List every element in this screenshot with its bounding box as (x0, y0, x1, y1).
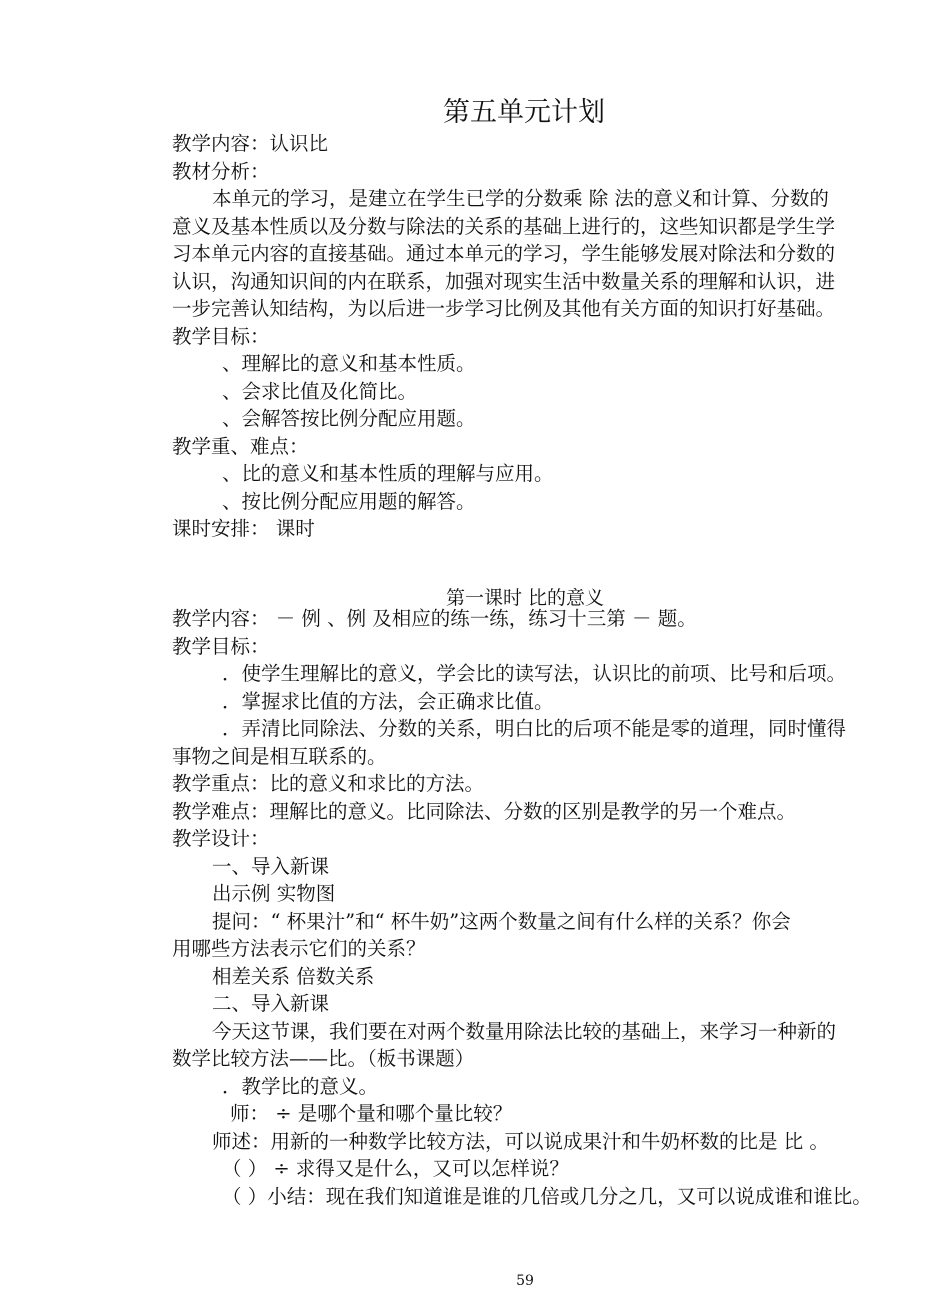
key-points-heading: 教学重、难点： (172, 434, 309, 458)
lesson-title: 第一课时 比的意义 (445, 587, 605, 609)
section-heading: 一、导入新课 (212, 854, 330, 878)
design-line: 数学比较方法——比。（板书课题） (172, 1047, 475, 1070)
teaching-content-line: 教学内容：认识比 (172, 132, 329, 155)
goal-item: 、会求比值及化简比。 (222, 379, 418, 403)
goal-item: 、会解答按比例分配应用题。 (222, 407, 476, 430)
key-point-item: 、按比例分配应用题的解答。 (222, 489, 476, 513)
design-line: 师述：用新的一种数学比较方法，可以说成果汁和牛奶杯数的比是 比 。 (212, 1129, 829, 1153)
lesson-goal-item: ．使学生理解比的意义，学会比的读写法，认识比的前项、比号和后项。 (222, 662, 847, 685)
goal-item: 、理解比的意义和基本性质。 (222, 352, 476, 375)
lesson-goals-heading: 教学目标： (172, 634, 270, 658)
design-line: 今天这节课，我们要在对两个数量用除法比较的基础上，来学习一种新的 (212, 1019, 837, 1043)
paragraph-line: 习本单元内容的直接基础。通过本单元的学习，学生能够发展对除法和分数的 (172, 242, 836, 265)
lesson-design-heading: 教学设计： (172, 827, 270, 850)
design-line: ．教学比的意义。 (222, 1074, 379, 1098)
goals-heading: 教学目标： (172, 324, 270, 348)
unit-plan-body (172, 130, 884, 543)
lesson-body (172, 605, 884, 1210)
design-line: （ ） ÷ 求得又是什么，又可以怎样说？ (222, 1157, 569, 1180)
design-line: 提问：“ 杯果汁”和“ 杯牛奶”这两个数量之间有什么样的关系？你会 (212, 909, 791, 933)
design-line: （ ）小结：现在我们知道谁是谁的几倍或几分之几，又可以说成谁和谁比。 (222, 1184, 872, 1208)
lesson-content-line: 教学内容： － 例 、例 及相应的练一练，练习十三第 － 题。 (172, 607, 697, 630)
paragraph-line: 认识，沟通知识间的内在联系，加强对现实生活中数量关系的理解和认识，进 (172, 269, 836, 293)
paragraph-line: 意义及基本性质以及分数与除法的关系的基础上进行的，这些知识都是学生学 (172, 214, 836, 238)
lesson-goal-item: ．弄清比同除法、分数的关系，明白比的后项不能是零的道理，同时懂得 (222, 717, 847, 740)
design-line: 用哪些方法表示它们的关系？ (172, 937, 426, 960)
design-line: 出示例 实物图 (212, 882, 336, 905)
page-number: 59 (516, 1273, 534, 1289)
lesson-key-point: 教学重点：比的意义和求比的方法。 (172, 772, 485, 795)
design-line: 相差关系 倍数关系 (212, 964, 375, 988)
lesson-goal-item: ．掌握求比值的方法，会正确求比值。 (222, 689, 554, 713)
paragraph-line: 本单元的学习，是建立在学生已学的分数乘 除 法的意义和计算、分数的 (212, 187, 829, 210)
schedule-line: 课时安排： 课时 (172, 517, 315, 540)
lesson-difficulty: 教学难点：理解比的意义。比同除法、分数的区别是教学的另一个难点。 (172, 799, 797, 823)
lesson-goal-continuation: 事物之间是相互联系的。 (172, 744, 387, 768)
section-heading: 二、导入新课 (212, 992, 330, 1015)
paragraph-line: 一步完善认知结构，为以后进一步学习比例及其他有关方面的知识打好基础。 (172, 297, 836, 320)
key-point-item: 、比的意义和基本性质的理解与应用。 (222, 462, 554, 485)
design-line: 师： ÷ 是哪个量和哪个量比较？ (230, 1102, 513, 1125)
page-title: 第五单元计划 (443, 97, 605, 128)
material-analysis-heading: 教材分析： (172, 159, 270, 183)
